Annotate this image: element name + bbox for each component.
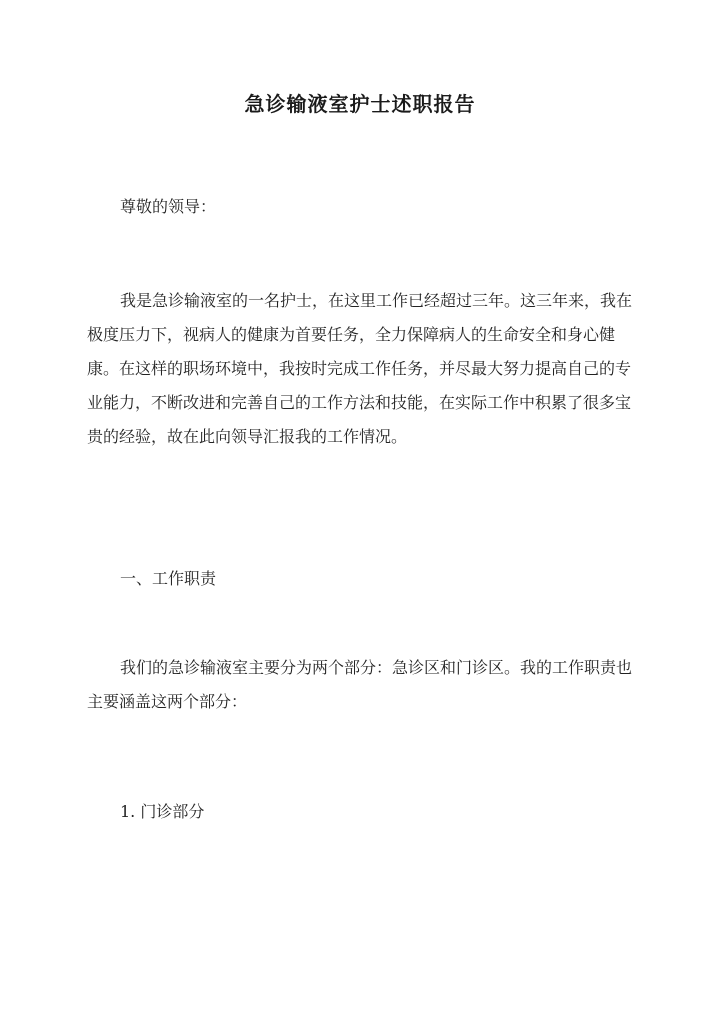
intro-paragraph: 我是急诊输液室的一名护士，在这里工作已经超过三年。这三年来，我在极度压力下，视病人的健康为首要任务，全力保障病人的生命安全和身心健康。在这样的职场环境中，我按时完成工作任务，并尽最大努力提高自己的专业能力，不断改进和完善自己的工作方法和技能，在实际工作中积累了很多宝贵的经验，故在此向领导汇报我的工作情况。	[87, 291, 633, 446]
subsection-heading: 1. 门诊部分	[120, 802, 205, 821]
salutation: 尊敬的领导：	[120, 197, 217, 216]
section-paragraph: 我们的急诊输液室主要分为两个部分：急诊区和门诊区。我的工作职责也主要涵盖这两个部分：	[87, 658, 633, 711]
page-title: 急诊输液室护士述职报告	[244, 92, 476, 116]
section-heading: 一、工作职责	[120, 569, 217, 588]
